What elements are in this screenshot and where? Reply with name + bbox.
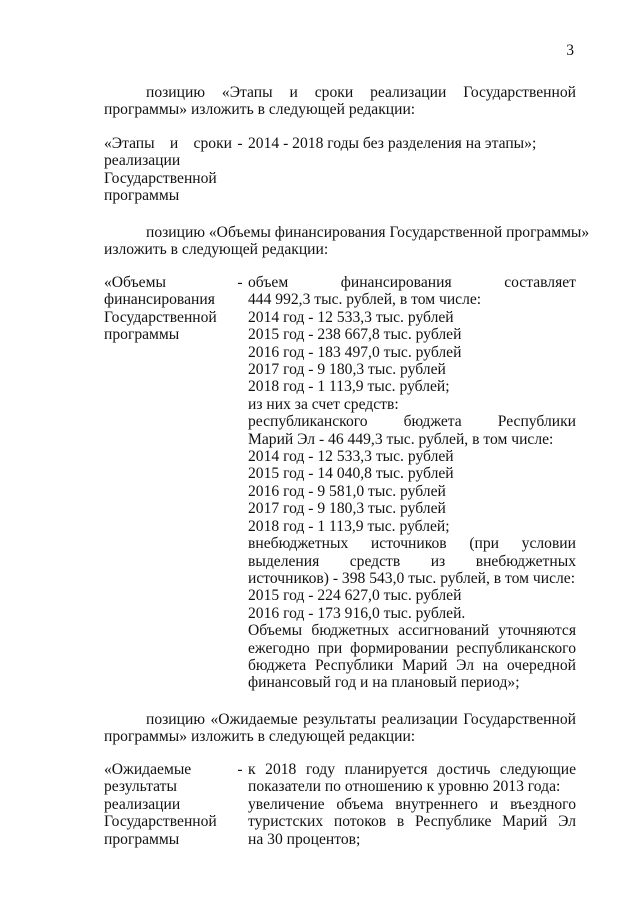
section3-label-line: программы	[104, 830, 180, 848]
section2-dash: -	[237, 274, 243, 291]
section1-value-line: 2014 - 2018 годы без разделения на этапы»;	[248, 135, 537, 152]
section2-value-line: выделения средств из внебюджетных	[248, 552, 576, 570]
section1-intro	[104, 84, 576, 119]
section3-intro	[104, 711, 576, 746]
section2-value-line: 2015 год - 238 667,8 тыс. рублей	[248, 326, 462, 344]
section2-value-line: Объемы бюджетных ассигнований уточняются	[248, 622, 576, 640]
section2-value-line: 2014 год - 12 533,3 тыс. рублей	[248, 308, 454, 326]
section1-label-line: программы	[104, 187, 180, 205]
section3-value-line: к 2018 году планируется достичь следующие	[248, 761, 576, 778]
section2-value-line: 2016 год - 9 581,0 тыс. рублей	[248, 482, 446, 500]
section3-value-line: туристских потоков в Республике Марий Эл	[248, 813, 576, 831]
section2-value-line: внебюджетных источников (при условии	[248, 535, 576, 553]
section2-value-line: источников) - 398 543,0 тыс. рублей, в том числе:	[248, 569, 576, 587]
section2-intro-line2: изложить в следующей редакции:	[104, 241, 329, 259]
section2-label-line: финансирования	[104, 291, 215, 309]
section2-value-line: из них за счет средств:	[248, 395, 399, 413]
section2-value-line: бюджета Республики Марий Эл на очередной	[248, 656, 576, 674]
section2-value-line: ежегодно при формировании республиканского	[248, 639, 576, 657]
section2-value-line: 2014 год - 12 533,3 тыс. рублей	[248, 448, 454, 466]
section3-label-line: результаты	[104, 778, 177, 796]
section2-value-line: 2016 год - 173 916,0 тыс. рублей.	[248, 604, 466, 622]
section2-label-line: «Объемы	[104, 274, 166, 291]
section3-value	[248, 761, 576, 848]
section2-value-line: 444 992,3 тыс. рублей, в том числе:	[248, 291, 482, 309]
section2-intro	[104, 224, 590, 259]
section2-value-line: 2017 год - 9 180,3 тыс. рублей	[248, 361, 446, 379]
section2-value-line: республиканского бюджета Республики	[248, 413, 576, 431]
section3-dash: -	[237, 761, 243, 778]
section3-label-line: Государственной	[104, 813, 217, 831]
section1-label-line: «Этапы и сроки	[104, 135, 232, 152]
section3-label-line: реализации	[104, 795, 181, 813]
section2-value-line: 2018 год - 1 113,9 тыс. рублей;	[248, 378, 450, 396]
section3-value-line: на 30 процентов;	[248, 830, 361, 848]
section2-value-line: 2015 год - 14 040,8 тыс. рублей	[248, 465, 454, 483]
section2-value-line: 2016 год - 183 497,0 тыс. рублей	[248, 343, 462, 361]
section2-value-line: объем финансирования составляет	[248, 274, 576, 291]
section1-dash: -	[237, 135, 243, 152]
section3-value-line: показатели по отношению к уровню 2013 года:	[248, 778, 561, 796]
section1-label	[104, 135, 232, 205]
section2-value-line: финансовый год и на плановый период»;	[248, 674, 520, 692]
section2-value	[248, 274, 576, 692]
section2-label	[104, 274, 232, 344]
section1-label-line: Государственной	[104, 169, 217, 187]
section2-label-line: Государственной	[104, 308, 217, 326]
section2-intro-line1: позицию «Объемы финансирования Государственной программы»	[146, 224, 590, 241]
section3-intro-line1: позицию «Ожидаемые результаты реализации Государственной	[146, 711, 576, 728]
section1-value	[248, 135, 576, 152]
section2-value-line: 2018 год - 1 113,9 тыс. рублей;	[248, 517, 450, 535]
section3-value-line: увеличение объема внутреннего и въездного	[248, 795, 576, 813]
section2-label-line: программы	[104, 326, 180, 344]
section1-intro-line2: программы» изложить в следующей редакции:	[104, 101, 416, 119]
section1-label-line: реализации	[104, 152, 181, 170]
section3-intro-line2: программы» изложить в следующей редакции:	[104, 728, 416, 746]
section2-value-line: 2015 год - 224 627,0 тыс. рублей	[248, 587, 462, 605]
page-number: 3	[566, 42, 574, 59]
section1-intro-line1: позицию «Этапы и сроки реализации Государственной	[146, 84, 576, 101]
section3-label	[104, 761, 232, 848]
section3-label-line: «Ожидаемые	[104, 761, 192, 778]
section2-value-line: Марий Эл - 46 449,3 тыс. рублей, в том числе:	[248, 430, 554, 448]
section2-value-line: 2017 год - 9 180,3 тыс. рублей	[248, 500, 446, 518]
